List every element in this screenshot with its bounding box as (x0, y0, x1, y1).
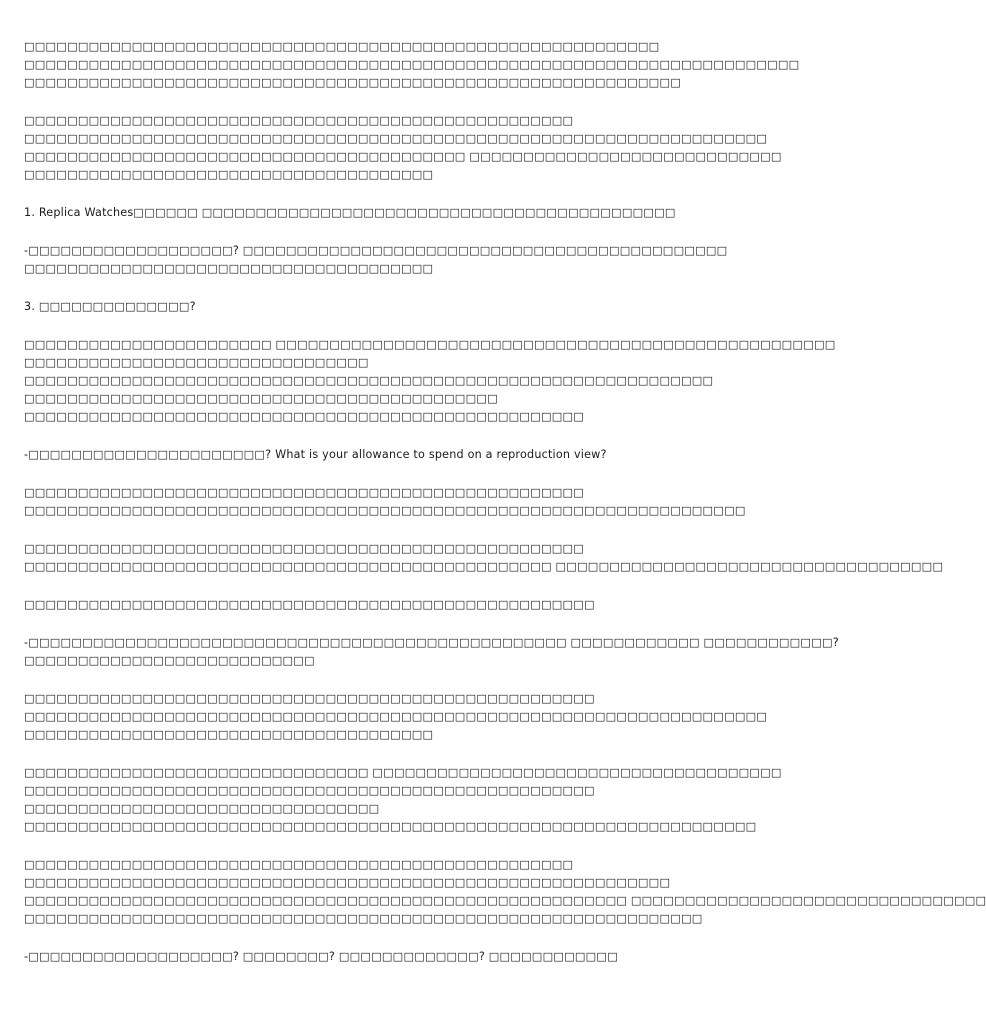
paragraph-5 (24, 540, 944, 576)
text-line: □□□□□□□□□□□□□□□□□□□□□□□□□□□□□□□□ □□□□□□□□□□□□□□□□□□□□□□□□□□□□□□□□□□□□□□ (24, 766, 782, 779)
text-line: □□□□□□□□□□□□□□□□□□□□□□□□□□□□□□□□□□□□□□□□□□□□□□□□□□□□ (24, 410, 585, 423)
text-line: □□□□□□□□□□□□□□□□□□□□□□□□□□□□□□□□□□□□□□□□□□□□□□□□□□□□□□□□ □□□□□□□□□□□□□□□□□□□□□□□□□□□□□□□□□ (24, 894, 986, 907)
section-heading-1 (24, 204, 696, 222)
paragraph-6 (24, 596, 696, 614)
text-line: □□□□□□□□□□□□□□□□□□□□□□□□□□□ (24, 654, 315, 667)
question-2 (24, 446, 696, 464)
text-line: □□□□□□□□□□□□□□□□□□□□□□□□□□□□□□□□□□□□□□□□□□□□□□□□□□□□□□□□□□□□□□□ (24, 912, 703, 925)
text-line: -□□□□□□□□□□□□□□□□□□□? □□□□□□□□? □□□□□□□□□□□□□? □□□□□□□□□□□□ (24, 950, 618, 963)
paragraph-4 (24, 484, 746, 520)
text-line: □□□□□□□□□□□□□□□□□□□□□□□□□□□□□□□□□□□□□□□□□□□□□□□□□□□□□□□□□□□□□□□□□□□□□ (24, 710, 768, 723)
text-line: □□□□□□□□□□□□□□□□□□□□□□□□□□□□□□□□□□□□□□□□□□□□□□□□□□□□ (24, 542, 585, 555)
text-line: □□□□□□□□□□□□□□□□□□□□□□□□□□□□□□□□□□□□□□□□□□□□□□□□□□□□□ (24, 598, 595, 611)
paragraph-7 (24, 690, 768, 744)
text-line: □□□□□□□□□□□□□□□□□□□□□□□□□□□□□□□□□□□□□□□□□□□□□□□□□□□□□□□□□□□ (24, 40, 660, 53)
text-line: □□□□□□□□□□□□□□□□□□□□□□□□□□□□□□□□□□□□□□ (24, 262, 434, 275)
question-4 (24, 948, 696, 966)
text-line: □□□□□□□□□□□□□□□□□□□□□□□□□□□□□□□□□ (24, 802, 380, 815)
heading-line: 1. Replica Watches□□□□□□ □□□□□□□□□□□□□□□□□□□□□□□□□□□□□□□□□□□□□□□□□□□□ (24, 206, 676, 219)
text-line: □□□□□□□□□□□□□□□□□□□□□□□ □□□□□□□□□□□□□□□□□□□□□□□□□□□□□□□□□□□□□□□□□□□□□□□□□□□□ (24, 338, 836, 351)
text-line: □□□□□□□□□□□□□□□□□□□□□□□□□□□□□□□□□□□□□□□□□□□□□□□□□□□□□□□□□□□□□□□□ (24, 374, 714, 387)
text-line: □□□□□□□□□□□□□□□□□□□□□□□□□□□□□□□□□□□□□□□□□□□□□□□□□□□□□□□□□□□□□ (24, 76, 681, 89)
text-line: □□□□□□□□□□□□□□□□□□□□□□□□□□□□□□□□□□□□□□□□□□□□□□□□□□□ (24, 858, 574, 871)
paragraph-2 (24, 112, 782, 184)
text-line: □□□□□□□□□□□□□□□□□□□□□□□□□□□□□□□□□□□□□□□□□□□□□□□□□□□□□□□□□□□□□□□□□□□□ (24, 820, 757, 833)
text-line: □□□□□□□□□□□□□□□□□□□□□□□□□□□□□□□□□□□□□□□□□□□□□□□□□□□□□□□□□□□□□□□□□□□□□ (24, 132, 768, 145)
heading-line: 3. □□□□□□□□□□□□□□? (24, 300, 196, 313)
question-3 (24, 634, 839, 670)
text-line: □□□□□□□□□□□□□□□□□□□□□□□□□□□□□□□□□□□□□□□□□□□□□□□□□□□□□ (24, 692, 595, 705)
text-line: -□□□□□□□□□□□□□□□□□□□□□□□□□□□□□□□□□□□□□□□□□□□□□□□□□□ □□□□□□□□□□□□ □□□□□□□□□□□□? (24, 636, 839, 649)
text-line: □□□□□□□□□□□□□□□□□□□□□□□□□□□□□□□□□□□□□□□□□□□□□□□□□□□ (24, 114, 574, 127)
text-line: □□□□□□□□□□□□□□□□□□□□□□□□□□□□□□□□□□□□□□□□□□□□ (24, 392, 498, 405)
text-line: □□□□□□□□□□□□□□□□□□□□□□□□□□□□□□□□□□□□□□□□□□□□□□□□□□□□□□□□□□□□□□□□□□□ (24, 504, 746, 517)
text-line: □□□□□□□□□□□□□□□□□□□□□□□□□□□□□□□□□□□□□□□□□□□□□□□□□□□□□□□□□□□□□□□□□□□□□□□□ (24, 58, 800, 71)
text-line: □□□□□□□□□□□□□□□□□□□□□□□□□□□□□□□□□□□□□□□□□□□□□□□□□□□□□□□□□□□□ (24, 876, 671, 889)
paragraph-3 (24, 336, 836, 426)
text-line: □□□□□□□□□□□□□□□□□□□□□□□□□□□□□□□□□□□□□□ (24, 168, 434, 181)
text-line: □□□□□□□□□□□□□□□□□□□□□□□□□□□□□□□□□□□□□□□□□□□□□□□□□ □□□□□□□□□□□□□□□□□□□□□□□□□□□□□□□□□□□□ (24, 560, 944, 573)
section-heading-3 (24, 298, 696, 316)
text-line: □□□□□□□□□□□□□□□□□□□□□□□□□□□□□□□□□□□□□□□□□ □□□□□□□□□□□□□□□□□□□□□□□□□□□□□ (24, 150, 782, 163)
paragraph-9 (24, 856, 986, 928)
text-line: -□□□□□□□□□□□□□□□□□□□□□□? What is your allowance to spend on a reproduction view? (24, 448, 607, 461)
paragraph-1 (24, 38, 800, 92)
question-1 (24, 242, 728, 278)
text-line: □□□□□□□□□□□□□□□□□□□□□□□□□□□□□□□□□□□□□□□□□□□□□□□□□□□□□ (24, 784, 595, 797)
text-line: -□□□□□□□□□□□□□□□□□□□? □□□□□□□□□□□□□□□□□□□□□□□□□□□□□□□□□□□□□□□□□□□□□ (24, 244, 728, 257)
paragraph-8 (24, 764, 782, 836)
text-line: □□□□□□□□□□□□□□□□□□□□□□□□□□□□□□□□□□□□□□□□□□□□□□□□□□□□ (24, 486, 585, 499)
text-line: □□□□□□□□□□□□□□□□□□□□□□□□□□□□□□□□□□□□□□ (24, 728, 434, 741)
text-line: □□□□□□□□□□□□□□□□□□□□□□□□□□□□□□□□ (24, 356, 369, 369)
